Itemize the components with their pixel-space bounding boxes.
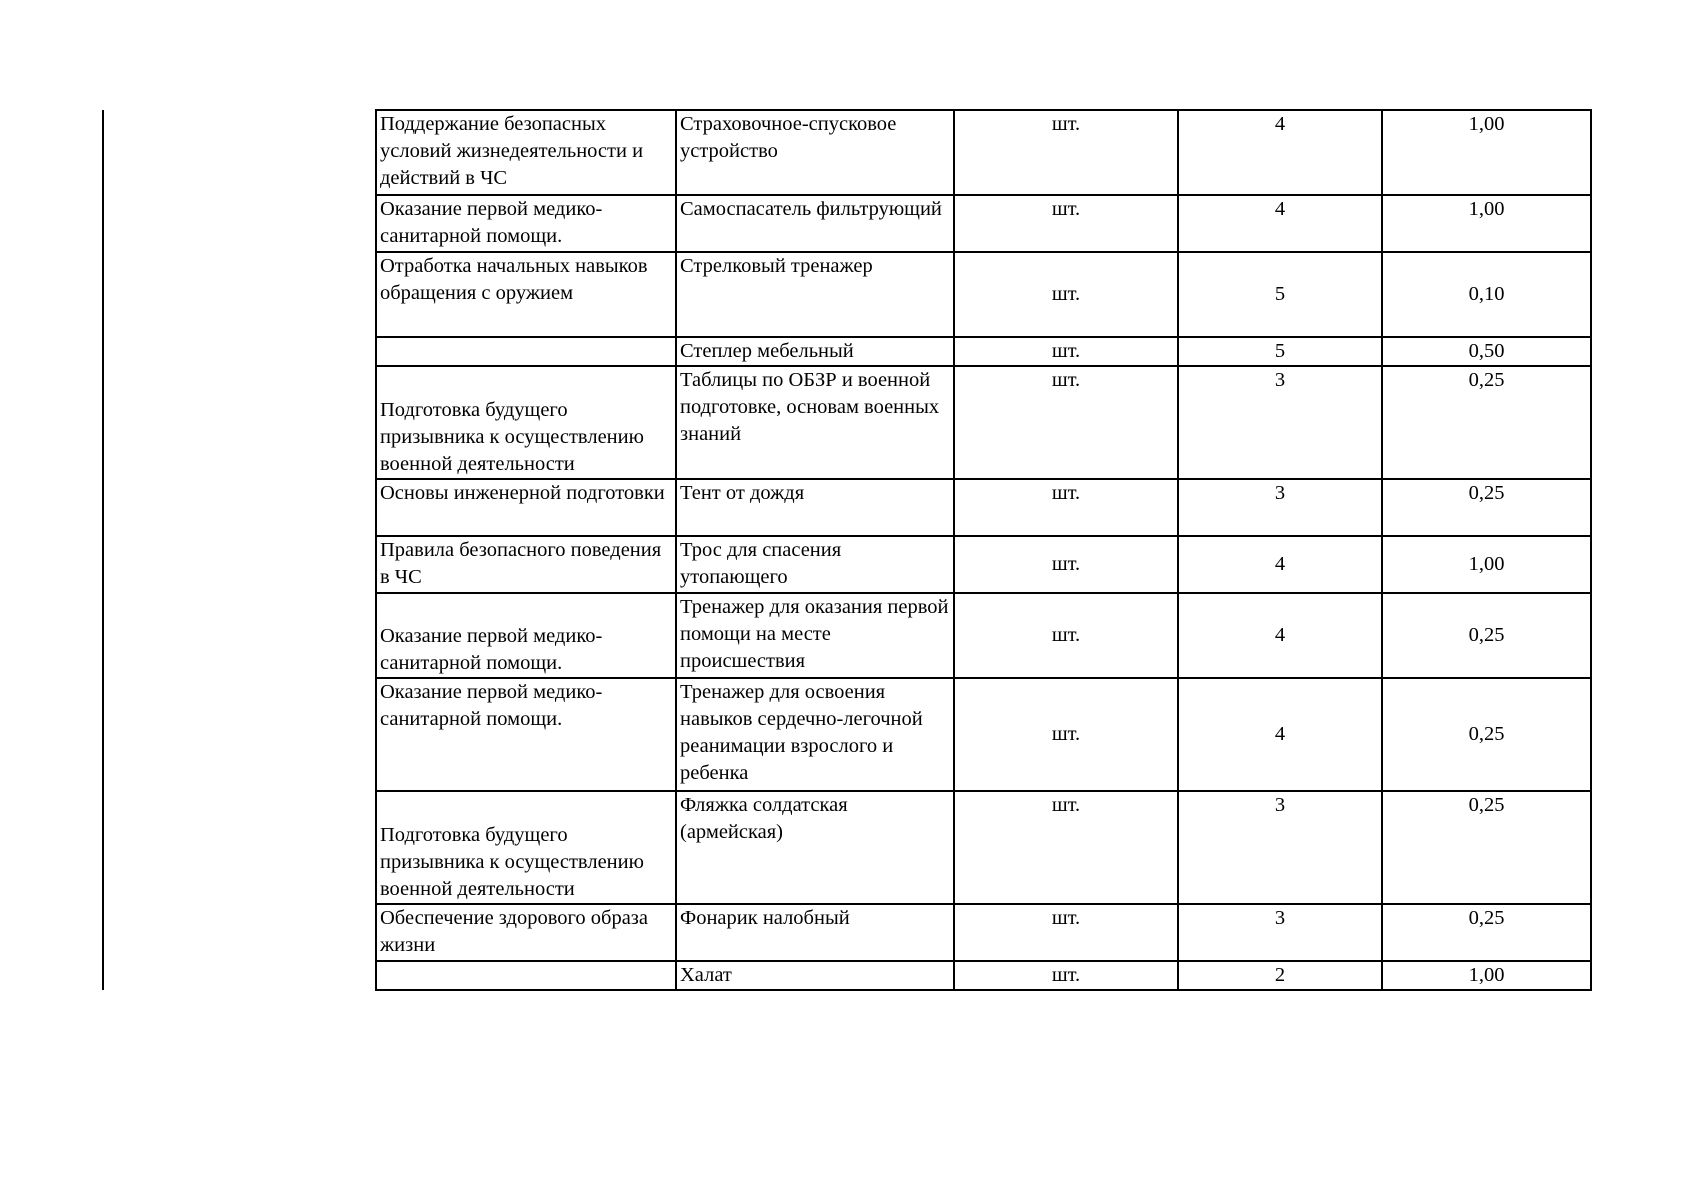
unit-cell: шт. (954, 536, 1178, 593)
coefficient-cell: 1,00 (1382, 961, 1591, 990)
area-cell: Основы инженерной подготовки (376, 479, 676, 536)
table-row (376, 904, 1591, 961)
item-cell: Таблицы по ОБЗР и военной подготовке, основам военных знаний (676, 366, 954, 479)
table-row (376, 791, 1591, 904)
item-cell: Страховочное-спусковое устройство (676, 110, 954, 195)
unit-cell: шт. (954, 252, 1178, 337)
unit-cell: шт. (954, 961, 1178, 990)
coefficient-cell: 1,00 (1382, 195, 1591, 252)
table-row (376, 337, 1591, 366)
unit-cell: шт. (954, 791, 1178, 904)
area-cell: Оказание первой медико-санитарной помощи. (376, 195, 676, 252)
unit-cell: шт. (954, 593, 1178, 678)
unit-cell: шт. (954, 110, 1178, 195)
area-cell (376, 961, 676, 990)
area-cell: Подготовка будущего призывника к осуществлению военной деятельности (376, 366, 676, 479)
coefficient-cell: 1,00 (1382, 536, 1591, 593)
table-row (376, 593, 1591, 678)
item-cell: Тент от дождя (676, 479, 954, 536)
quantity-cell: 3 (1178, 479, 1382, 536)
quantity-cell: 3 (1178, 904, 1382, 961)
coefficient-cell: 0,25 (1382, 678, 1591, 791)
coefficient-cell: 0,10 (1382, 252, 1591, 337)
area-cell: Отработка начальных навыков обращения с оружием (376, 252, 676, 337)
quantity-cell: 3 (1178, 791, 1382, 904)
table-row (376, 479, 1591, 536)
area-cell: Оказание первой медико-санитарной помощи. (376, 593, 676, 678)
item-cell: Тренажер для оказания первой помощи на месте происшествия (676, 593, 954, 678)
unit-cell: шт. (954, 195, 1178, 252)
quantity-cell: 2 (1178, 961, 1382, 990)
table-row (376, 252, 1591, 337)
item-cell: Халат (676, 961, 954, 990)
unit-cell: шт. (954, 337, 1178, 366)
unit-cell: шт. (954, 678, 1178, 791)
coefficient-cell: 0,50 (1382, 337, 1591, 366)
item-cell: Степлер мебельный (676, 337, 954, 366)
coefficient-cell: 0,25 (1382, 366, 1591, 479)
item-cell: Фонарик налобный (676, 904, 954, 961)
item-cell: Стрелковый тренажер (676, 252, 954, 337)
area-cell (376, 337, 676, 366)
table-row (376, 961, 1591, 990)
area-cell: Обеспечение здорового образа жизни (376, 904, 676, 961)
quantity-cell: 5 (1178, 252, 1382, 337)
item-cell: Фляжка солдатская (армейская) (676, 791, 954, 904)
table-row (376, 678, 1591, 791)
quantity-cell: 4 (1178, 110, 1382, 195)
quantity-cell: 5 (1178, 337, 1382, 366)
item-cell: Самоспасатель фильтрующий (676, 195, 954, 252)
coefficient-cell: 1,00 (1382, 110, 1591, 195)
quantity-cell: 4 (1178, 195, 1382, 252)
area-cell: Поддержание безопасных условий жизнедеятельности и действий в ЧС (376, 110, 676, 195)
unit-cell: шт. (954, 479, 1178, 536)
area-cell: Оказание первой медико-санитарной помощи. (376, 678, 676, 791)
coefficient-cell: 0,25 (1382, 593, 1591, 678)
quantity-cell: 4 (1178, 678, 1382, 791)
unit-cell: шт. (954, 904, 1178, 961)
equipment-table (375, 109, 1592, 991)
quantity-cell: 4 (1178, 593, 1382, 678)
quantity-cell: 4 (1178, 536, 1382, 593)
coefficient-cell: 0,25 (1382, 904, 1591, 961)
margin-line (102, 110, 104, 990)
coefficient-cell: 0,25 (1382, 479, 1591, 536)
item-cell: Трос для спасения утопающего (676, 536, 954, 593)
table-row (376, 366, 1591, 479)
table-row (376, 536, 1591, 593)
table-row (376, 195, 1591, 252)
table-row (376, 110, 1591, 195)
area-cell: Подготовка будущего призывника к осуществлению военной деятельности (376, 791, 676, 904)
coefficient-cell: 0,25 (1382, 791, 1591, 904)
area-cell: Правила безопасного поведения в ЧС (376, 536, 676, 593)
item-cell: Тренажер для освоения навыков сердечно-легочной реанимации взрослого и ребенка (676, 678, 954, 791)
unit-cell: шт. (954, 366, 1178, 479)
quantity-cell: 3 (1178, 366, 1382, 479)
